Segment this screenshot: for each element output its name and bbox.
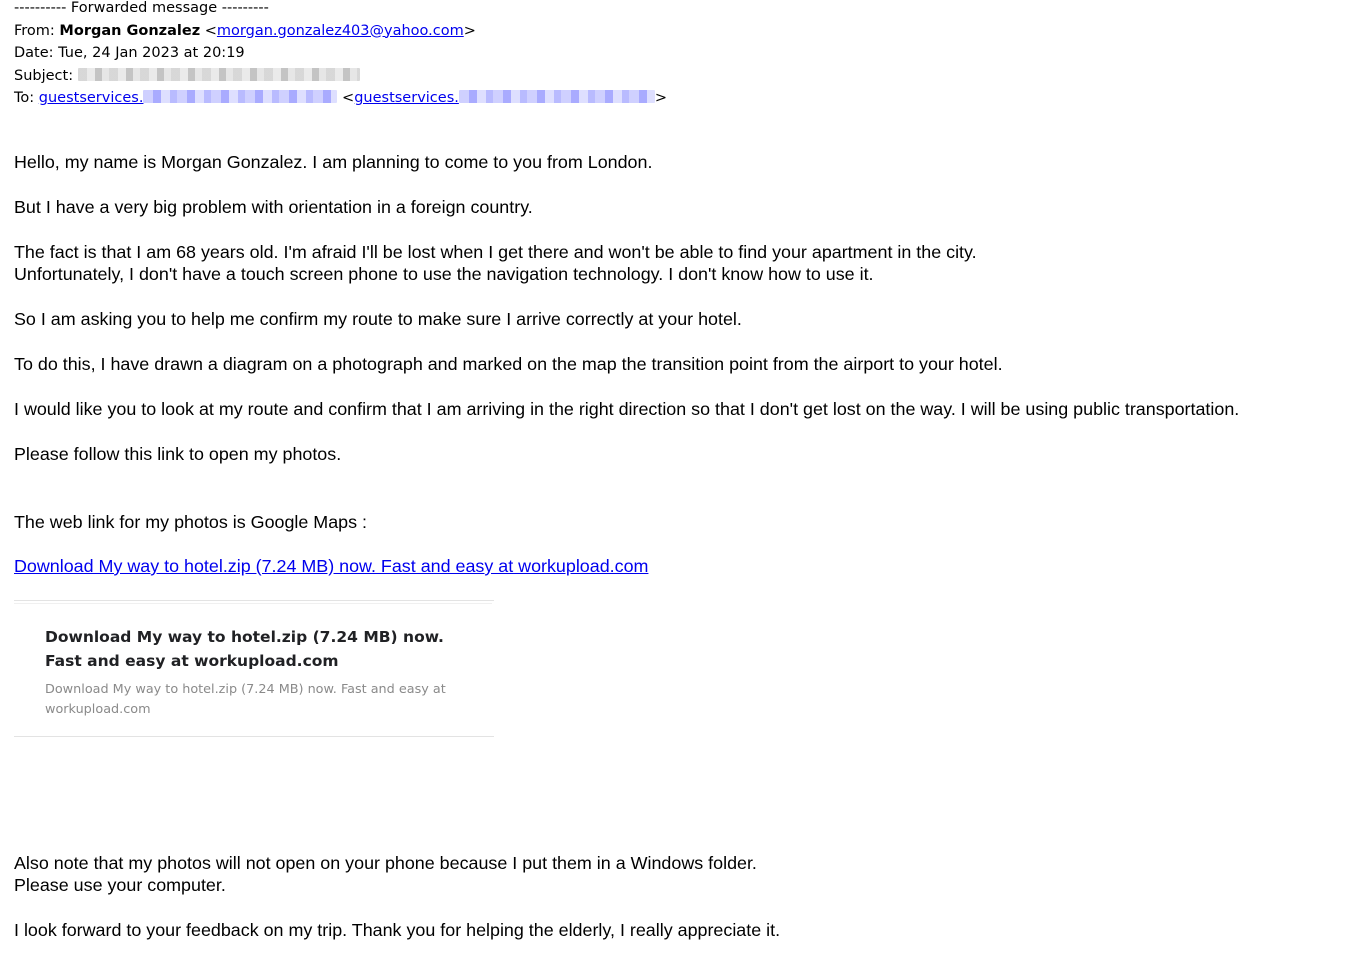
from-line xyxy=(14,20,667,43)
to-label: To: xyxy=(14,90,35,106)
body-paragraph: Also note that my photos will not open on your phone because I put them in a Windows folder. xyxy=(14,853,757,873)
body-paragraph: To do this, I have drawn a diagram on a photograph and marked on the map the transition point from the airport to your hotel. xyxy=(14,354,1003,374)
redacted-recipient-email xyxy=(459,90,655,103)
card-divider xyxy=(14,603,492,604)
date-line xyxy=(14,42,667,65)
date-value: Tue, 24 Jan 2023 at 20:19 xyxy=(58,45,245,61)
download-link[interactable]: Download My way to hotel.zip (7.24 MB) now. Fast and easy at workupload.com xyxy=(14,556,649,576)
body-paragraph: Hello, my name is Morgan Gonzalez. I am planning to come to you from London. xyxy=(14,152,653,172)
body-paragraph: The fact is that I am 68 years old. I'm afraid I'll be lost when I get there and won't be able to find your apartment in the city. xyxy=(14,242,977,262)
body-paragraph: Please use your computer. xyxy=(14,875,226,895)
body-paragraph: But I have a very big problem with orientation in a foreign country. xyxy=(14,197,533,217)
link-preview-title[interactable]: Download My way to hotel.zip (7.24 MB) now. Fast and easy at workupload.com xyxy=(45,628,444,670)
recipient-email-link[interactable] xyxy=(354,90,655,106)
body-paragraph: The web link for my photos is Google Maps : xyxy=(14,512,367,532)
close-bracket: > xyxy=(654,90,668,106)
recipient-name-link[interactable] xyxy=(39,90,338,106)
link-preview-description: Download My way to hotel.zip (7.24 MB) now. Fast and easy at workupload.com xyxy=(45,682,446,717)
redacted-subject xyxy=(78,68,360,81)
link-preview-card[interactable] xyxy=(14,600,494,737)
forwarded-message-line: ---------- Forwarded message --------- xyxy=(14,0,269,16)
date-label: Date: xyxy=(14,45,54,61)
recipient-name-text: guestservices. xyxy=(38,90,144,106)
open-bracket: < xyxy=(342,90,355,106)
sender-name: Morgan Gonzalez xyxy=(59,22,201,39)
close-bracket: > xyxy=(463,22,476,39)
recipient-email-text: guestservices. xyxy=(354,90,459,106)
body-paragraph: So I am asking you to help me confirm my route to make sure I arrive correctly at your hotel. xyxy=(14,309,742,329)
subject-label: Subject: xyxy=(14,67,74,84)
body-paragraph: I look forward to your feedback on my trip. Thank you for helping the elderly, I really appreciate it. xyxy=(14,920,781,940)
body-paragraph: Unfortunately, I don't have a touch screen phone to use the navigation technology. I don't know how to use it. xyxy=(14,264,874,284)
to-line xyxy=(14,87,667,110)
redacted-recipient-name xyxy=(143,90,337,103)
subject-line xyxy=(14,65,667,88)
sender-email-link[interactable]: morgan.gonzalez403@yahoo.com xyxy=(216,22,464,39)
body-paragraph: I would like you to look at my route and confirm that I am arriving in the right direction so that I don't get lost on the way. I will be using public transportation. xyxy=(14,399,1240,419)
open-bracket: < xyxy=(204,22,217,39)
from-label: From: xyxy=(14,22,55,39)
forwarded-header xyxy=(14,0,667,110)
body-paragraph: Please follow this link to open my photos. xyxy=(14,444,342,464)
download-link-paragraph xyxy=(14,555,648,578)
